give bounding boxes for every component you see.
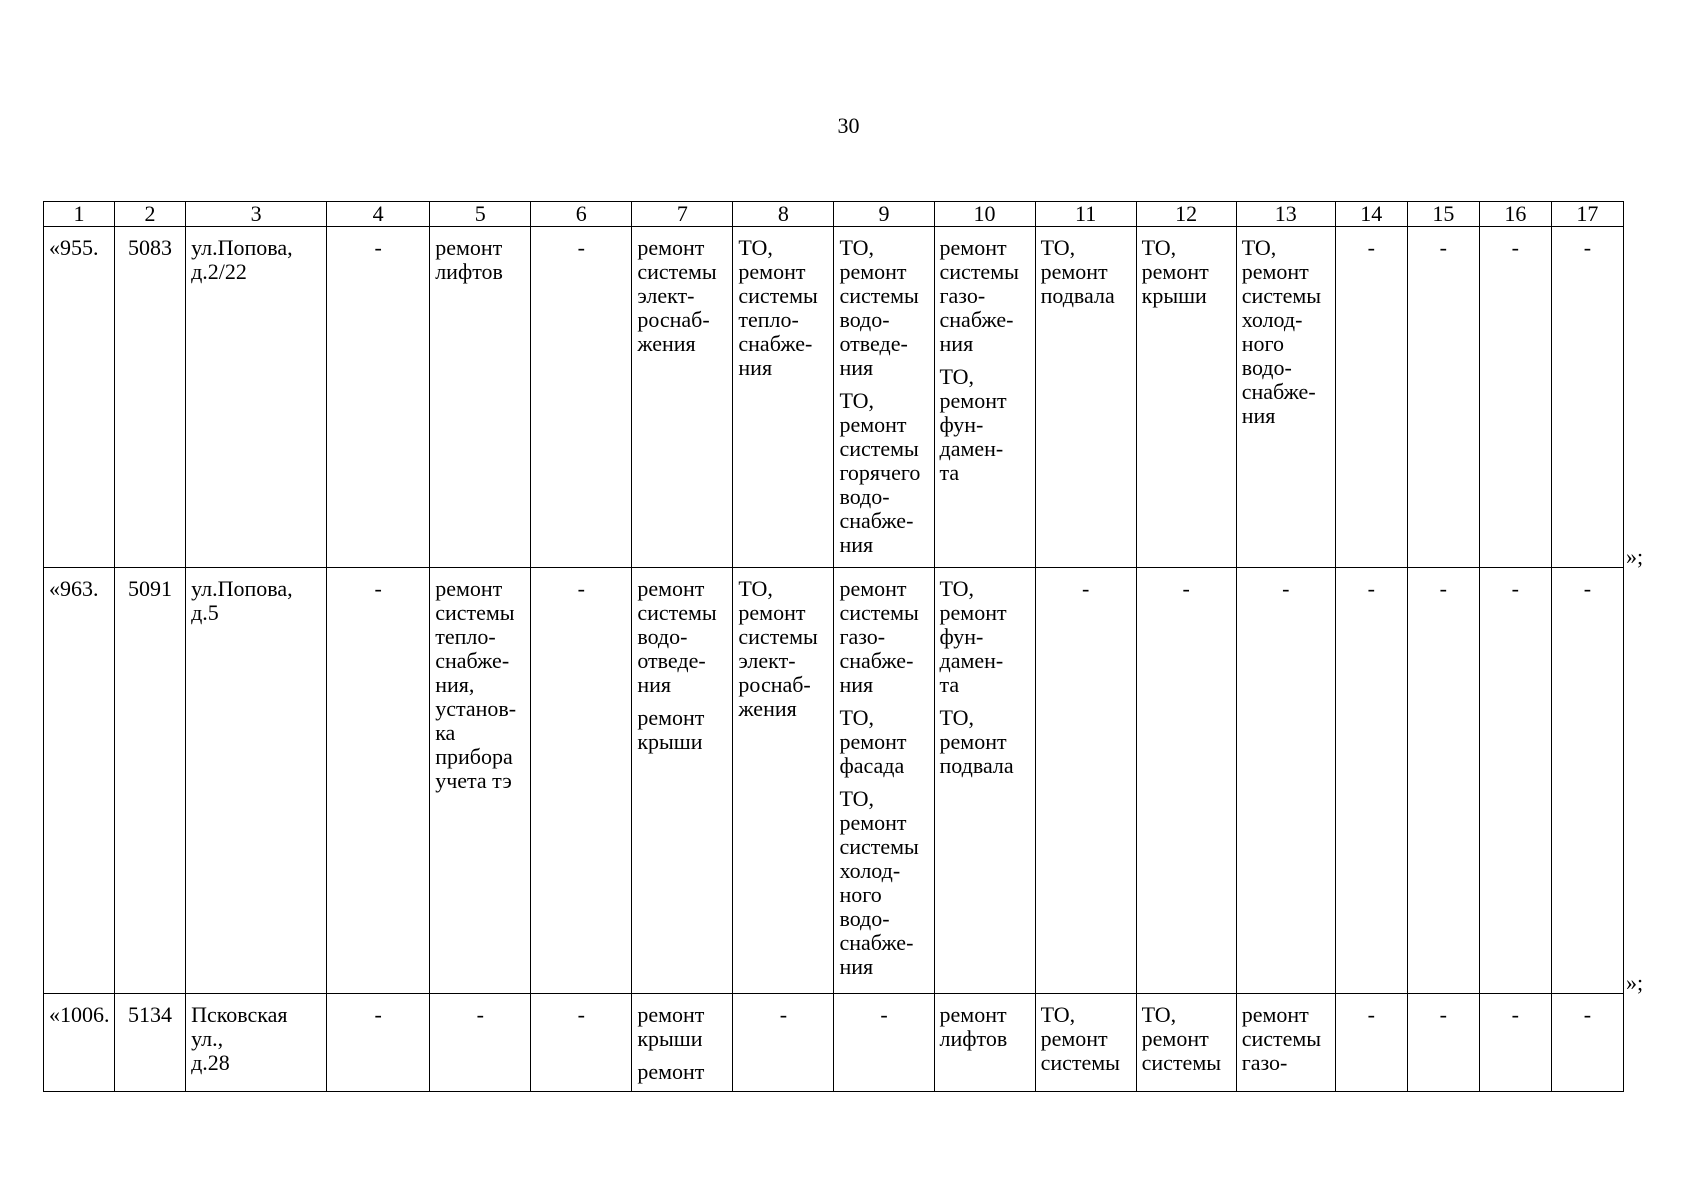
table-cell bbox=[632, 568, 733, 994]
table-cell bbox=[1335, 227, 1407, 568]
column-header: 13 bbox=[1236, 202, 1335, 227]
column-header: 1 bbox=[44, 202, 115, 227]
table-cell bbox=[115, 994, 186, 1092]
cell-text: ТО, ремонт системы элект- роснаб- жения bbox=[738, 576, 818, 721]
cell-text: 5134 bbox=[128, 1002, 173, 1027]
table-cell bbox=[186, 227, 327, 568]
column-header: 7 bbox=[632, 202, 733, 227]
table-cell bbox=[327, 227, 430, 568]
cell-text: ремонт системы элект- роснаб- жения bbox=[637, 235, 717, 356]
table-cell bbox=[733, 568, 834, 994]
column-header: 8 bbox=[733, 202, 834, 227]
cell-text: ТО, ремонт подвала bbox=[939, 705, 1014, 778]
cell-text: - bbox=[1511, 235, 1519, 260]
table-cell bbox=[834, 994, 934, 1092]
cell-text: - bbox=[1439, 235, 1447, 260]
table-cell bbox=[733, 227, 834, 568]
cell-text: - bbox=[1439, 576, 1447, 601]
table-cell bbox=[632, 994, 733, 1092]
column-header: 15 bbox=[1407, 202, 1479, 227]
column-header: 4 bbox=[327, 202, 430, 227]
cell-text: ТО, ремонт крыши bbox=[1141, 235, 1209, 308]
table-cell bbox=[186, 994, 327, 1092]
cell-text: - bbox=[374, 235, 382, 260]
cell-text: ТО, ремонт системы холод- ного водо- снабже- ния bbox=[839, 786, 919, 979]
table-cell bbox=[934, 994, 1035, 1092]
column-header: 6 bbox=[531, 202, 632, 227]
table-cell bbox=[1236, 568, 1335, 994]
table-cell bbox=[834, 227, 934, 568]
table-cell bbox=[934, 227, 1035, 568]
column-number-row bbox=[44, 202, 1624, 227]
row-closing-mark: »; bbox=[1626, 544, 1644, 569]
table-cell bbox=[1136, 994, 1236, 1092]
table-cell bbox=[531, 994, 632, 1092]
table-cell bbox=[1479, 994, 1551, 1092]
table-cell bbox=[1236, 227, 1335, 568]
table-cell bbox=[1551, 994, 1623, 1092]
table-cell bbox=[327, 994, 430, 1092]
cell-text: ТО, ремонт системы тепло- снабже- ния bbox=[738, 235, 818, 380]
cell-text: ТО, ремонт системы горячего водо- снабже- ния bbox=[839, 388, 921, 557]
table-cell bbox=[1551, 227, 1623, 568]
cell-text: ТО, ремонт подвала bbox=[1040, 235, 1115, 308]
table-cell bbox=[430, 568, 531, 994]
cell-text: - bbox=[374, 1002, 382, 1027]
table-row bbox=[44, 568, 1624, 994]
cell-text: ремонт крыши bbox=[637, 1002, 705, 1051]
column-header: 2 bbox=[115, 202, 186, 227]
cell-text: ремонт системы газо- снабже- ния bbox=[939, 235, 1019, 356]
cell-text: - bbox=[577, 1002, 585, 1027]
cell-text: Псковская ул., д.28 bbox=[191, 1002, 288, 1075]
column-header: 14 bbox=[1335, 202, 1407, 227]
table-cell bbox=[531, 227, 632, 568]
cell-text: - bbox=[1367, 1002, 1375, 1027]
cell-text: - bbox=[577, 576, 585, 601]
table-cell bbox=[1136, 568, 1236, 994]
cell-text: ТО, ремонт системы холод- ного водо- снабже- ния bbox=[1241, 235, 1322, 428]
table-cell bbox=[531, 568, 632, 994]
column-header: 3 bbox=[186, 202, 327, 227]
column-header: 17 bbox=[1551, 202, 1623, 227]
table-cell bbox=[733, 994, 834, 1092]
table-cell bbox=[632, 227, 733, 568]
cell-text: ремонт системы тепло- снабже- ния, установ- ка прибора учета тэ bbox=[435, 576, 517, 793]
cell-text: - bbox=[1081, 576, 1090, 601]
cell-text: - bbox=[1439, 1002, 1447, 1027]
table-cell bbox=[327, 568, 430, 994]
table-cell bbox=[1236, 994, 1335, 1092]
table-cell bbox=[44, 568, 115, 994]
cell-text: ремонт системы водо- отведе- ния bbox=[637, 576, 717, 697]
cell-text: ТО, ремонт фун- дамен- та bbox=[939, 576, 1007, 697]
table-cell bbox=[430, 227, 531, 568]
row-closing-mark: »; bbox=[1626, 970, 1644, 995]
table-cell bbox=[1479, 568, 1551, 994]
table-cell bbox=[1335, 568, 1407, 994]
column-header: 11 bbox=[1035, 202, 1136, 227]
table-cell bbox=[934, 568, 1035, 994]
cell-text: ул.Попова, д.5 bbox=[191, 576, 293, 625]
cell-text: ремонт системы газо- снабже- ния bbox=[839, 576, 919, 697]
table-cell bbox=[834, 568, 934, 994]
column-header: 16 bbox=[1479, 202, 1551, 227]
table-cell bbox=[1407, 568, 1479, 994]
cell-text: ТО, ремонт системы bbox=[1040, 1002, 1120, 1075]
cell-text: - bbox=[1282, 576, 1290, 601]
table-cell bbox=[186, 568, 327, 994]
table-cell bbox=[115, 568, 186, 994]
column-header: 5 bbox=[430, 202, 531, 227]
column-header: 9 bbox=[834, 202, 934, 227]
cell-text: ТО, ремонт фасада bbox=[839, 705, 907, 778]
table-row bbox=[44, 227, 1624, 568]
column-header: 10 bbox=[934, 202, 1035, 227]
cell-text: - bbox=[577, 235, 585, 260]
table-cell bbox=[1407, 227, 1479, 568]
cell-text: - bbox=[1583, 576, 1592, 601]
cell-text: - bbox=[1583, 1002, 1592, 1027]
table-cell bbox=[1035, 994, 1136, 1092]
cell-text: ТО, ремонт фун- дамен- та bbox=[939, 364, 1007, 485]
cell-text: ремонт системы газо- bbox=[1241, 1002, 1322, 1075]
cell-text: ремонт лифтов bbox=[435, 235, 503, 284]
table-row bbox=[44, 994, 1624, 1092]
page-number: 30 bbox=[837, 113, 860, 138]
cell-text: - bbox=[880, 1002, 888, 1027]
cell-text: «963. bbox=[49, 576, 99, 601]
column-header: 12 bbox=[1136, 202, 1236, 227]
cell-text: ремонт крыши bbox=[637, 705, 705, 754]
cell-text: - bbox=[374, 576, 382, 601]
cell-text: ремонт bbox=[637, 1059, 705, 1084]
table-cell bbox=[115, 227, 186, 568]
cell-text: - bbox=[1511, 576, 1519, 601]
table-cell bbox=[1035, 568, 1136, 994]
cell-text: - bbox=[1583, 235, 1592, 260]
cell-text: - bbox=[1182, 576, 1190, 601]
table-cell bbox=[44, 994, 115, 1092]
table-cell bbox=[1335, 994, 1407, 1092]
table-cell bbox=[1035, 227, 1136, 568]
cell-text: ТО, ремонт системы bbox=[1141, 1002, 1222, 1075]
cell-text: - bbox=[1367, 235, 1375, 260]
cell-text: «1006. bbox=[49, 1002, 110, 1027]
cell-text: - bbox=[1511, 1002, 1519, 1027]
table-cell bbox=[1479, 227, 1551, 568]
cell-text: ул.Попова, д.2/22 bbox=[191, 235, 293, 284]
cell-text: «955. bbox=[49, 235, 99, 260]
table-cell bbox=[430, 994, 531, 1092]
cell-text: - bbox=[1367, 576, 1375, 601]
cell-text: - bbox=[779, 1002, 788, 1027]
repair-schedule-table bbox=[43, 201, 1624, 1092]
table-cell bbox=[44, 227, 115, 568]
table-cell bbox=[1551, 568, 1623, 994]
table-cell bbox=[1136, 227, 1236, 568]
cell-text: ТО, ремонт системы водо- отведе- ния bbox=[839, 235, 919, 380]
cell-text: 5083 bbox=[128, 235, 173, 260]
cell-text: 5091 bbox=[128, 576, 173, 601]
cell-text: ремонт лифтов bbox=[939, 1002, 1008, 1051]
cell-text: - bbox=[476, 1002, 484, 1027]
table-cell bbox=[1407, 994, 1479, 1092]
